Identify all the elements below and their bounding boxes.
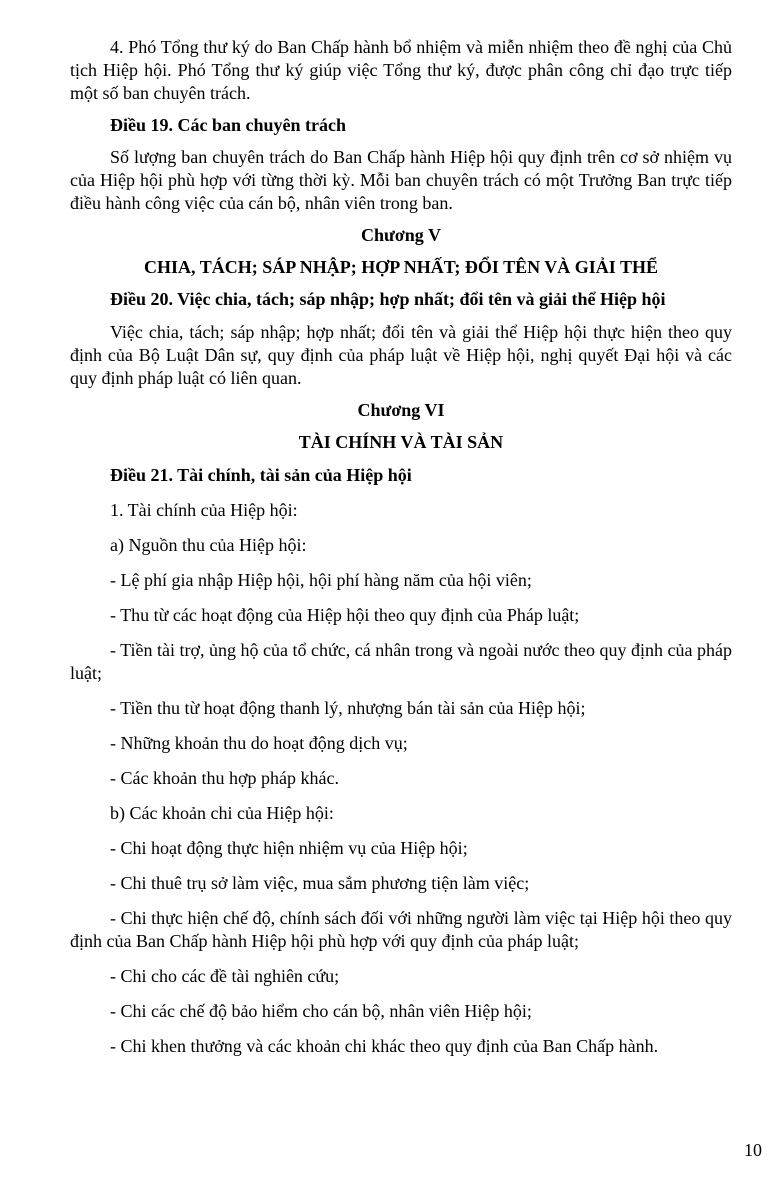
list-item-expense: - Chi cho các đề tài nghiên cứu; xyxy=(110,966,340,986)
list-item-income: - Tiền tài trợ, ủng hộ của tổ chức, cá nhân trong và ngoài nước theo quy định của pháp luật; xyxy=(70,640,732,683)
article-19-heading: Điều 19. Các ban chuyên trách xyxy=(110,115,347,135)
list-item-income-heading: a) Nguồn thu của Hiệp hội: xyxy=(110,535,307,555)
list-item-income: - Lệ phí gia nhập Hiệp hội, hội phí hàng năm của hội viên; xyxy=(110,570,532,590)
article-20-body: Việc chia, tách; sáp nhập; hợp nhất; đổi tên và giải thể Hiệp hội thực hiện theo quy định của Bộ Luật Dân sự, quy định của pháp luật về Hiệp hội, nghị quyết Đại hội và các quy định pháp luật có liên quan. xyxy=(70,322,732,388)
article-20-heading: Điều 20. Việc chia, tách; sáp nhập; hợp nhất; đổi tên và giải thể Hiệp hội xyxy=(110,289,666,309)
paragraph-article-18-clause-4: 4. Phó Tổng thư ký do Ban Chấp hành bổ nhiệm và miễn nhiệm theo đề nghị của Chủ tịch Hiệp hội. Phó Tổng thư ký giúp việc Tổng thư ký, được phân công chỉ đạo trực tiếp một số ban chuyên trách. xyxy=(70,37,732,103)
article-19-body: Số lượng ban chuyên trách do Ban Chấp hành Hiệp hội quy định trên cơ sở nhiệm vụ của Hiệp hội phù hợp với từng thời kỳ. Mỗi ban chuyên trách có một Trưởng Ban trực tiếp điều hành công việc của cán bộ, nhân viên trong ban. xyxy=(70,147,732,213)
article-21-heading: Điều 21. Tài chính, tài sản của Hiệp hội xyxy=(110,465,412,485)
list-item-expense: - Chi hoạt động thực hiện nhiệm vụ của Hiệp hội; xyxy=(110,838,468,858)
list-item-expense: - Chi thuê trụ sở làm việc, mua sắm phương tiện làm việc; xyxy=(110,873,530,893)
list-item-expense: - Chi các chế độ bảo hiểm cho cán bộ, nhân viên Hiệp hội; xyxy=(110,1001,532,1021)
chapter-6-title: TÀI CHÍNH VÀ TÀI SẢN xyxy=(298,432,504,452)
list-item-income: - Thu từ các hoạt động của Hiệp hội theo quy định của Pháp luật; xyxy=(110,605,580,625)
list-item-expense: - Chi thực hiện chế độ, chính sách đối với những người làm việc tại Hiệp hội theo quy định của Ban Chấp hành Hiệp hội phù hợp với quy định của pháp luật; xyxy=(70,908,732,951)
page-number: 10 xyxy=(744,1140,762,1160)
chapter-5-label: Chương V xyxy=(361,225,441,245)
chapter-5-title: CHIA, TÁCH; SÁP NHẬP; HỢP NHẤT; ĐỔI TÊN VÀ GIẢI THỂ xyxy=(144,257,658,277)
list-item-expense-heading: b) Các khoản chi của Hiệp hội: xyxy=(110,803,334,823)
list-item-income: - Các khoản thu hợp pháp khác. xyxy=(110,768,339,788)
chapter-6-label: Chương VI xyxy=(357,400,445,420)
list-item-income: - Tiền thu từ hoạt động thanh lý, nhượng bán tài sản của Hiệp hội; xyxy=(110,698,586,718)
list-item-finance: 1. Tài chính của Hiệp hội: xyxy=(110,500,298,520)
document-page xyxy=(70,36,732,1058)
list-item-expense: - Chi khen thưởng và các khoản chi khác theo quy định của Ban Chấp hành. xyxy=(110,1036,659,1056)
list-item-income: - Những khoản thu do hoạt động dịch vụ; xyxy=(110,733,408,753)
